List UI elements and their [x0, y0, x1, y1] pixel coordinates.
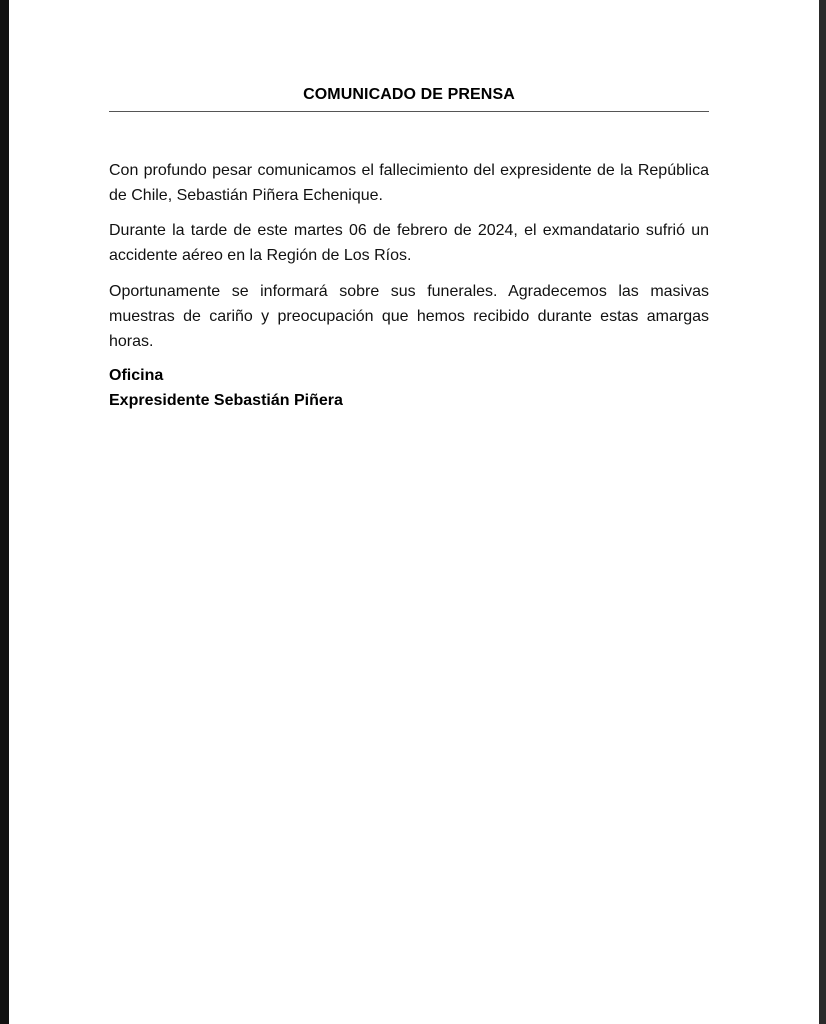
page-edge [819, 0, 826, 1024]
document-title: COMUNICADO DE PRENSA [303, 86, 515, 103]
title-underline [109, 111, 709, 112]
signature-name: Expresidente Sebastián Piñera [109, 392, 343, 409]
paragraph-funerals: Oportunamente se informará sobre sus funerales. Agradecemos las masivas muestras de cariño y preocupación que hemos recibido durante estas amargas horas. [109, 283, 709, 350]
paragraph-accident: Durante la tarde de este martes 06 de febrero de 2024, el exmandatario sufrió un accidente aéreo en la Región de Los Ríos. [109, 222, 709, 264]
document-page [9, 0, 819, 1024]
paragraph-announcement: Con profundo pesar comunicamos el fallecimiento del expresidente de la República de Chile, Sebastián Piñera Echenique. [109, 162, 709, 204]
signature-office: Oficina [109, 367, 164, 384]
